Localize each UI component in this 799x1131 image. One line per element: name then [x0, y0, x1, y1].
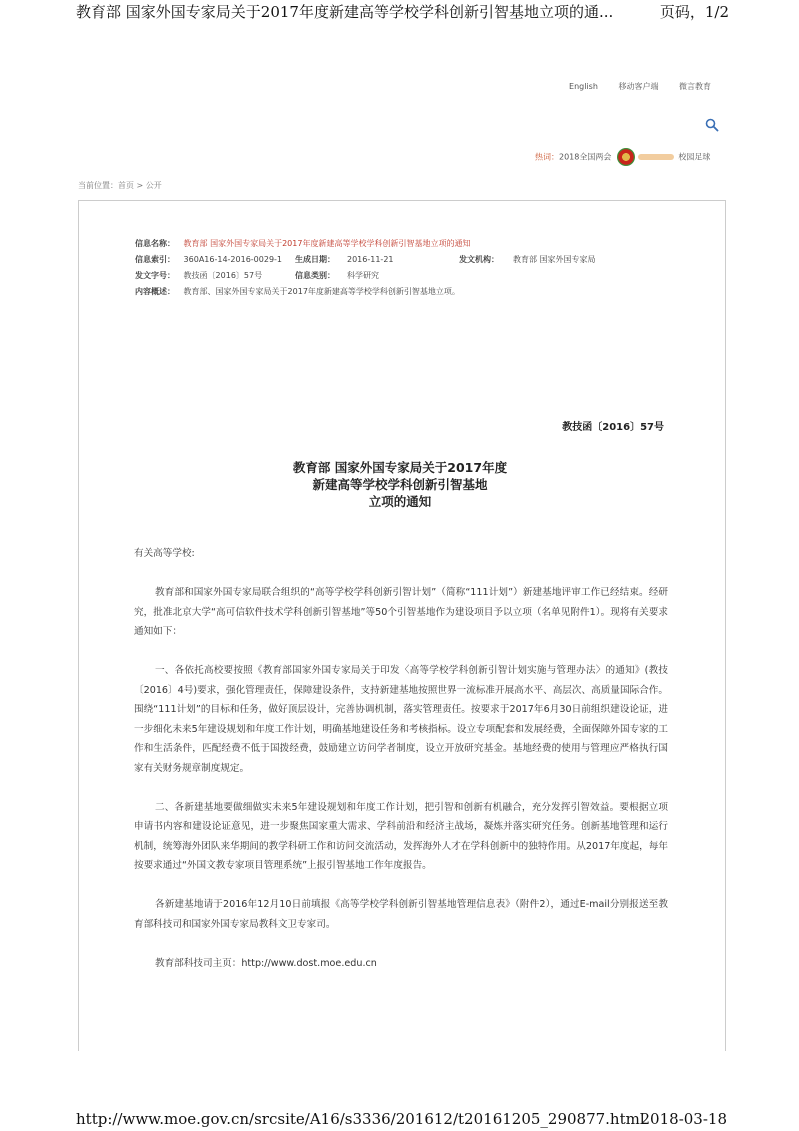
emblem-icon [617, 148, 635, 166]
meta-row-index [135, 252, 596, 268]
salutation: 有关高等学校: [134, 548, 195, 559]
link-mobile-client[interactable]: 移动客户端 [618, 82, 659, 91]
meta-summary-value: 教育部、国家外国专家局关于2017年度新建高等学校学科创新引智基地立项。 [183, 287, 460, 296]
search-icon[interactable] [705, 118, 719, 132]
meta-row-name [135, 236, 470, 252]
breadcrumb-home[interactable]: 首页 [118, 181, 134, 190]
breadcrumb-prefix: 当前位置： [78, 181, 118, 190]
meta-row-summary [135, 284, 470, 300]
document-title [200, 459, 600, 510]
meta-category-value: 科学研究 [347, 271, 379, 280]
paragraph-1: 教育部和国家外国专家局联合组织的“高等学校学科创新引智计划”（简称“111计划”）新建基地评审工作已经结束。经研究，批准北京大学“高可信软件技术学科创新引智基地”等50个引智基地作为建设项目予以立项（名单见附件1）。现将有关要求通知如下： [134, 587, 668, 637]
meta-summary-label: 内容概述： [135, 287, 175, 296]
info-metadata [135, 236, 596, 300]
meta-date-label: 生成日期： [295, 255, 335, 264]
top-links [551, 81, 711, 92]
breadcrumb-separator: > [134, 181, 146, 190]
blurred-logo-icon [638, 154, 674, 160]
document-body [134, 544, 668, 973]
footer-date: 2018-03-18 [640, 1110, 727, 1128]
meta-date-value: 2016-11-21 [347, 255, 394, 264]
paragraph-4: 各新建基地请于2016年12月10日前填报《高等学校学科创新引智基地管理信息表》（附件2），通过E-mail分别报送至教育部科技司和国家外国专家局教科文卫专家司。 [134, 899, 668, 930]
document-title-line3: 立项的通知 [368, 494, 432, 509]
hotwords-bar [535, 148, 710, 166]
link-english[interactable]: English [569, 82, 598, 91]
link-weiyan[interactable]: 微言教育 [679, 82, 711, 91]
hotwords-label: 热词： [535, 152, 559, 162]
paragraph-5-homepage-link[interactable]: 教育部科技司主页：http://www.dost.moe.edu.cn [155, 957, 377, 969]
document-title-line2: 新建高等学校学科创新引智基地 [312, 477, 488, 492]
meta-docnum-value: 教技函〔2016〕57号 [183, 271, 263, 280]
meta-index-value: 360A16-14-2016-0029-1 [183, 255, 283, 264]
meta-org-label: 发文机构： [459, 255, 499, 264]
meta-docnum-label: 发文字号： [135, 271, 175, 280]
print-header-title: 教育部 国家外国专家局关于2017年度新建高等学校学科创新引智基地立项的通... [76, 3, 614, 21]
hotword-campus-football[interactable]: 校园足球 [678, 152, 711, 162]
breadcrumb [78, 180, 162, 191]
print-header [0, 0, 799, 28]
meta-category-label: 信息类别： [295, 271, 335, 280]
document-title-line1: 教育部 国家外国专家局关于2017年度 [292, 460, 508, 475]
document-number: 教技函〔2016〕57号 [562, 422, 664, 433]
breadcrumb-current[interactable]: 公开 [145, 181, 162, 190]
paragraph-2: 一、各依托高校要按照《教育部国家外国专家局关于印发〈高等学校学科创新引智计划实施与管理办法〉的通知》(教技〔2016〕4号)要求，强化管理责任，保障建设条件，支持新建基地按照世界一流标准开展高水平、高层次、高质量国际合作。围绕“111计划”的目标和任务，做好顶层设计，完善协调机制，落实管理责任。按要求于2017年6月30日前组织建设论证，进一步细化未来5年建设规划和年度工作计划，明确基地建设任务和考核指标。设立专项配套和发展经费，全面保障外国专家的工作和生活条件，匹配经费不低于国拨经费，鼓励建立访问学者制度，设立开放研究基金。基地经费的使用与管理应严格执行国家有关财务规章制度规定。 [134, 665, 668, 774]
meta-name-value: 教育部 国家外国专家局关于2017年度新建高等学校学科创新引智基地立项的通知 [183, 239, 471, 248]
meta-org-value: 教育部 国家外国专家局 [513, 255, 596, 264]
hotword-lianghui[interactable]: 2018全国两会 [559, 152, 612, 162]
print-footer [0, 1098, 799, 1128]
footer-url: http://www.moe.gov.cn/srcsite/A16/s3336/201612/t20161205_290877.html [76, 1110, 645, 1128]
print-header-page: 页码，1/2 [659, 3, 729, 21]
meta-index-label: 信息索引： [135, 255, 175, 264]
paragraph-3: 二、各新建基地要做细做实未来5年建设规划和年度工作计划，把引智和创新有机融合，充分发挥引智效益。要根据立项申请书内容和建设论证意见，进一步聚焦国家重大需求、学科前沿和经济主战场，凝炼并落实研究任务。创新基地管理和运行机制，统筹海外团队来华期间的教学科研工作和访问交流活动，发挥海外人才在学科创新中的独特作用。从2017年度起，每年按要求通过“外国文教专家项目管理系统”上报引智基地工作年度报告。 [134, 801, 668, 871]
meta-name-label: 信息名称： [135, 239, 175, 248]
meta-row-docnum [135, 268, 470, 284]
